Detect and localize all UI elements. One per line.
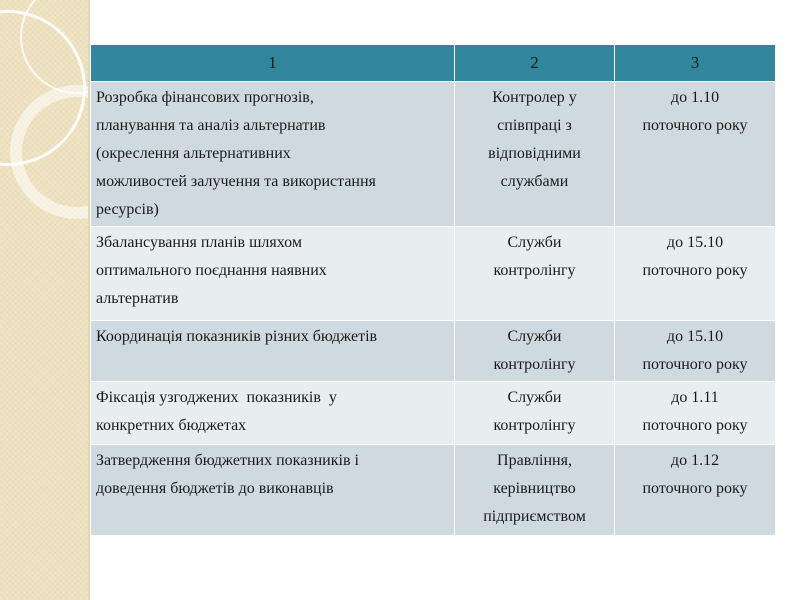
task-cell <box>91 382 455 445</box>
table-header-row <box>91 45 776 82</box>
task-line: можливостей залучення та використання <box>96 173 376 190</box>
deadline-line: поточного року <box>642 480 748 497</box>
task-line: альтернатив <box>96 290 179 307</box>
deadline-line: до 1.12 <box>670 452 720 469</box>
table-row <box>91 227 776 321</box>
responsible-line: службами <box>500 173 569 190</box>
deadline-cell <box>615 445 776 536</box>
task-cell <box>91 445 455 536</box>
responsible-cell <box>455 227 615 321</box>
responsible-line: відповідними <box>488 145 581 162</box>
deadline-line: до 15.10 <box>666 234 724 251</box>
task-line: Затвердження бюджетних показників і <box>96 452 359 469</box>
deadline-line: до 1.11 <box>671 389 719 406</box>
deadline-line: поточного року <box>642 356 748 373</box>
task-cell <box>91 227 455 321</box>
deadline-cell <box>615 227 776 321</box>
responsible-line: Служби <box>507 389 562 406</box>
table-row <box>91 382 776 445</box>
task-line: Координація показників різних бюджетів <box>96 328 378 345</box>
deadline-line: поточного року <box>642 117 748 134</box>
responsible-cell <box>455 321 615 382</box>
deadline-line: поточного року <box>642 417 748 434</box>
column-header: 2 <box>455 45 615 82</box>
table-row <box>91 321 776 382</box>
deadline-cell <box>615 82 776 227</box>
budget-schedule-table <box>90 44 776 536</box>
task-line: ресурсів) <box>96 201 159 218</box>
responsible-line: підприємством <box>483 508 586 525</box>
responsible-line: контролінгу <box>493 262 576 279</box>
task-line: (окреслення альтернативних <box>96 145 291 162</box>
responsible-line: Контролер у <box>492 89 577 106</box>
task-line: Збалансування планів шляхом <box>96 234 302 251</box>
table-row <box>91 445 776 536</box>
task-cell <box>91 321 455 382</box>
deadline-line: до 1.10 <box>670 89 720 106</box>
task-line: Розробка фінансових прогнозів, <box>96 89 314 106</box>
responsible-cell <box>455 82 615 227</box>
task-line: доведення бюджетів до виконавців <box>96 480 334 497</box>
responsible-cell <box>455 445 615 536</box>
deadline-cell <box>615 321 776 382</box>
task-line: планування та аналіз альтернатив <box>96 117 326 134</box>
task-line: конкретних бюджетах <box>96 417 247 434</box>
responsible-line: Правління, <box>497 452 572 469</box>
decorative-side-panel <box>0 0 88 600</box>
column-header: 3 <box>615 45 776 82</box>
responsible-line: Служби <box>507 328 562 345</box>
deadline-line: до 15.10 <box>666 328 724 345</box>
task-line: оптимального поєднання наявних <box>96 262 327 279</box>
responsible-cell <box>455 382 615 445</box>
deadline-line: поточного року <box>642 262 748 279</box>
responsible-line: співпраці з <box>497 117 572 134</box>
deadline-cell <box>615 382 776 445</box>
column-header: 1 <box>91 45 455 82</box>
responsible-line: Служби <box>507 234 562 251</box>
responsible-line: керівництво <box>493 480 576 497</box>
task-cell <box>91 82 455 227</box>
task-line: Фіксація узгоджених показників у <box>96 389 337 406</box>
table-row <box>91 82 776 227</box>
responsible-line: контролінгу <box>493 417 576 434</box>
responsible-line: контролінгу <box>493 356 576 373</box>
